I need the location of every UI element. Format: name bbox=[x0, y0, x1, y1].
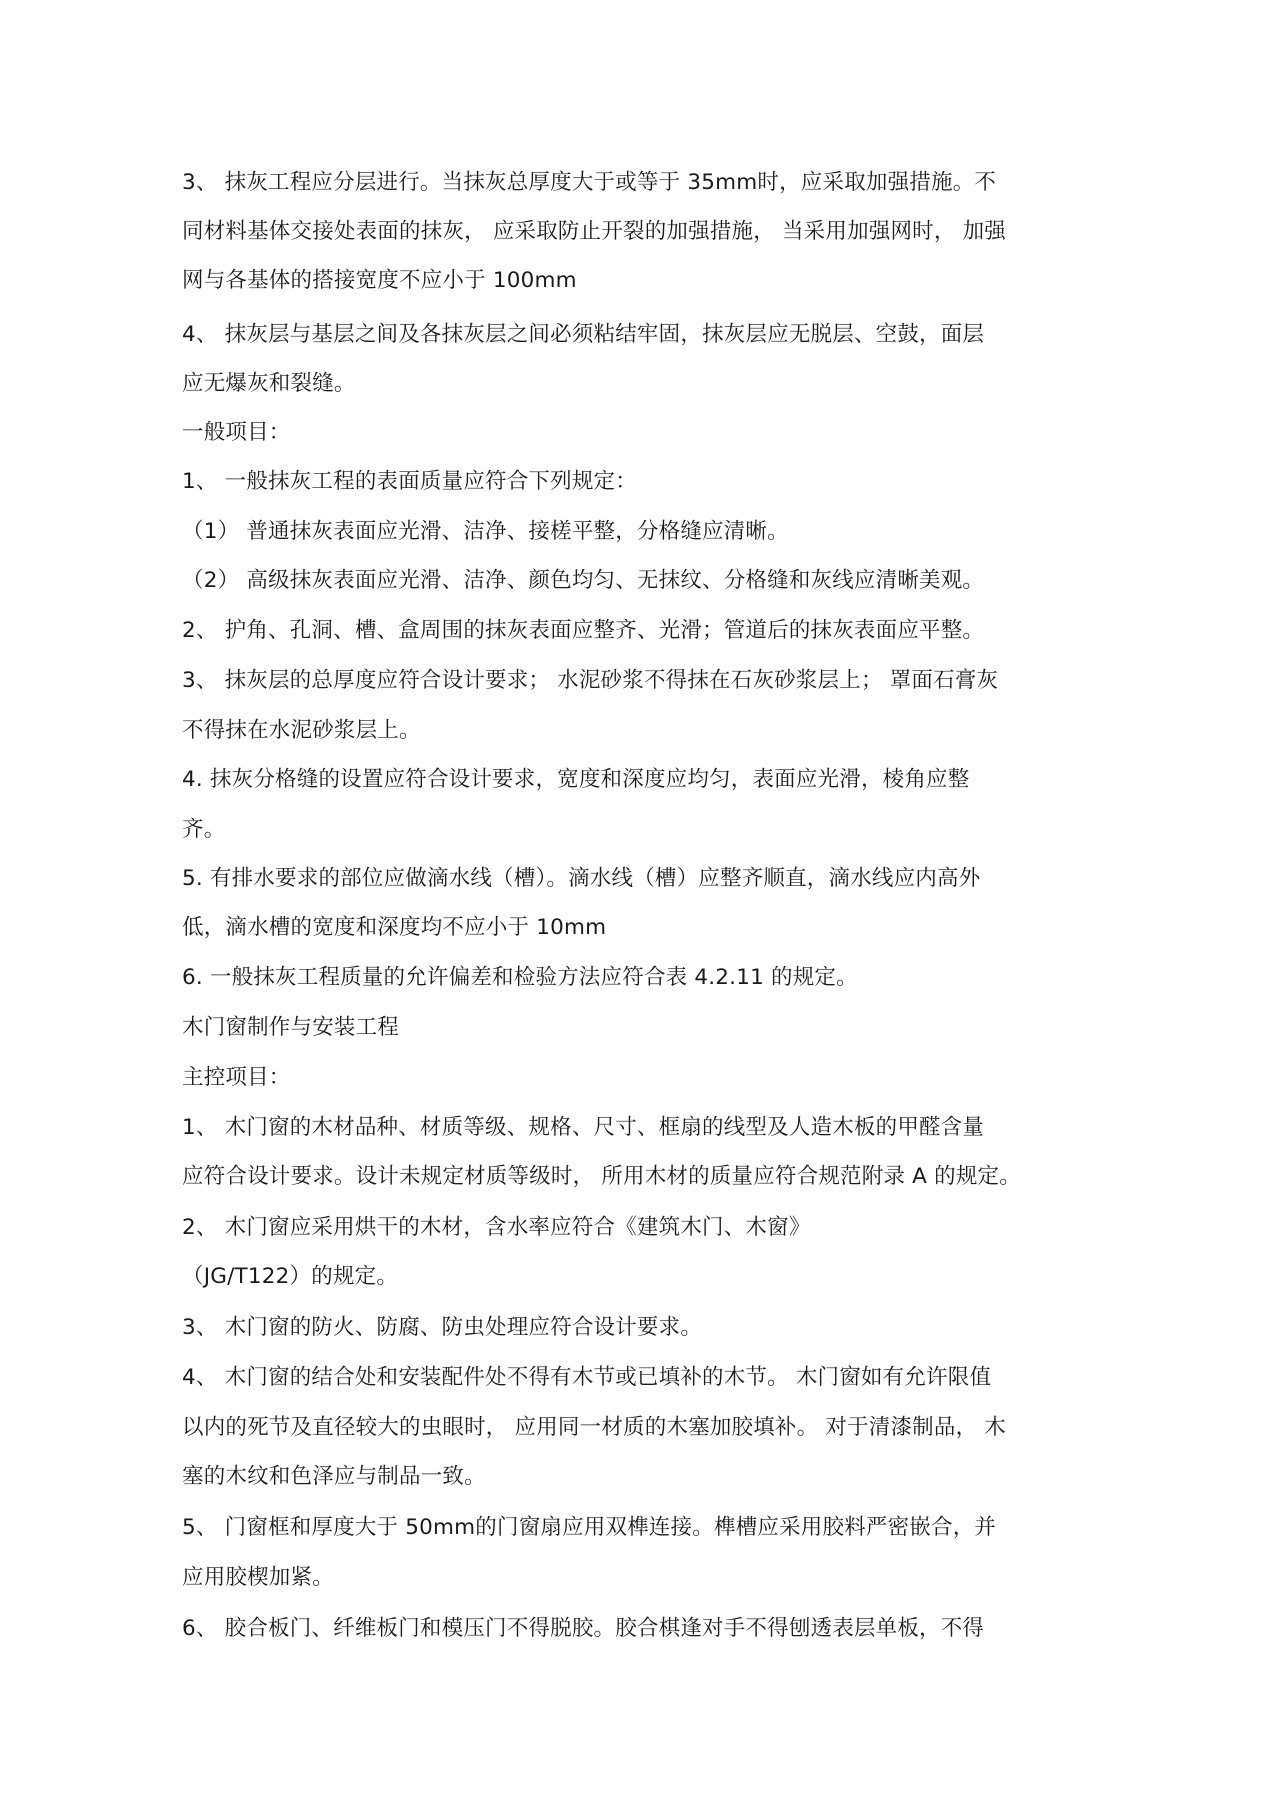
text-line: 网与各基体的搭接宽度不应小于 100mm bbox=[182, 268, 577, 293]
text-line: 低，滴水槽的宽度和深度均不应小于 10mm bbox=[182, 915, 607, 940]
section-heading: 木门窗制作与安装工程 bbox=[182, 1015, 400, 1040]
text-line: 4、 抹灰层与基层之间及各抹灰层之间必须粘结牢固，抹灰层应无脱层、空鼓，面层 bbox=[182, 322, 985, 347]
text-line: 4、 木门窗的结合处和安装配件处不得有木节或已填补的木节。 木门窗如有允许限值 bbox=[182, 1365, 992, 1390]
section-heading: 主控项目： bbox=[182, 1065, 291, 1090]
text-line: （1） 普通抹灰表面应光滑、洁净、接槎平整，分格缝应清晰。 bbox=[182, 519, 789, 544]
text-line: 5. 有排水要求的部位应做滴水线（槽）。滴水线（槽）应整齐顺直，滴水线应内高外 bbox=[182, 866, 981, 891]
text-line: 4. 抹灰分格缝的设置应符合设计要求，宽度和深度应均匀，表面应光滑，棱角应整 bbox=[182, 767, 970, 792]
text-line: 3、 抹灰工程应分层进行。当抹灰总厚度大于或等于 35mm时，应采取加强措施。不 bbox=[182, 170, 997, 195]
text-line: 3、 木门窗的防火、防腐、防虫处理应符合设计要求。 bbox=[182, 1315, 703, 1340]
text-line: 不得抹在水泥砂浆层上。 bbox=[182, 718, 421, 743]
text-line: 3、 抹灰层的总厚度应符合设计要求； 水泥砂浆不得抹在石灰砂浆层上； 罩面石膏灰 bbox=[182, 668, 999, 693]
text-line: 2、 护角、孔洞、槽、盒周围的抹灰表面应整齐、光滑；管道后的抹灰表面应平整。 bbox=[182, 618, 985, 643]
text-line: 1、 一般抹灰工程的表面质量应符合下列规定： bbox=[182, 469, 637, 494]
text-line: （JG/T122）的规定。 bbox=[182, 1264, 399, 1289]
text-line: 6. 一般抹灰工程质量的允许偏差和检验方法应符合表 4.2.11 的规定。 bbox=[182, 965, 858, 990]
text-line: 应符合设计要求。设计未规定材质等级时， 所用木材的质量应符合规范附录 A 的规定。 bbox=[182, 1164, 1021, 1189]
text-line: 6、 胶合板门、纤维板门和模压门不得脱胶。胶合棋逢对手不得刨透表层单板，不得 bbox=[182, 1616, 985, 1641]
text-line: 齐。 bbox=[182, 817, 226, 842]
section-heading: 一般项目： bbox=[182, 420, 291, 445]
text-line: 2、 木门窗应采用烘干的木材，含水率应符合《建筑木门、木窗》 bbox=[182, 1215, 811, 1240]
text-line: 应用胶楔加紧。 bbox=[182, 1565, 334, 1590]
text-line: 应无爆灰和裂缝。 bbox=[182, 371, 356, 396]
text-line: 同材料基体交接处表面的抹灰， 应采取防止开裂的加强措施， 当采用加强网时， 加强 bbox=[182, 219, 1007, 244]
text-line: 塞的木纹和色泽应与制品一致。 bbox=[182, 1464, 486, 1489]
text-line: （2） 高级抹灰表面应光滑、洁净、颜色均匀、无抹纹、分格缝和灰线应清晰美观。 bbox=[182, 568, 985, 593]
text-line: 5、 门窗框和厚度大于 50mm的门窗扇应用双榫连接。榫槽应采用胶料严密嵌合，并 bbox=[182, 1515, 997, 1540]
text-line: 以内的死节及直径较大的虫眼时， 应用同一材质的木塞加胶填补。 对于清漆制品， 木 bbox=[182, 1415, 1007, 1440]
text-line: 1、 木门窗的木材品种、材质等级、规格、尺寸、框扇的线型及人造木板的甲醛含量 bbox=[182, 1115, 985, 1140]
